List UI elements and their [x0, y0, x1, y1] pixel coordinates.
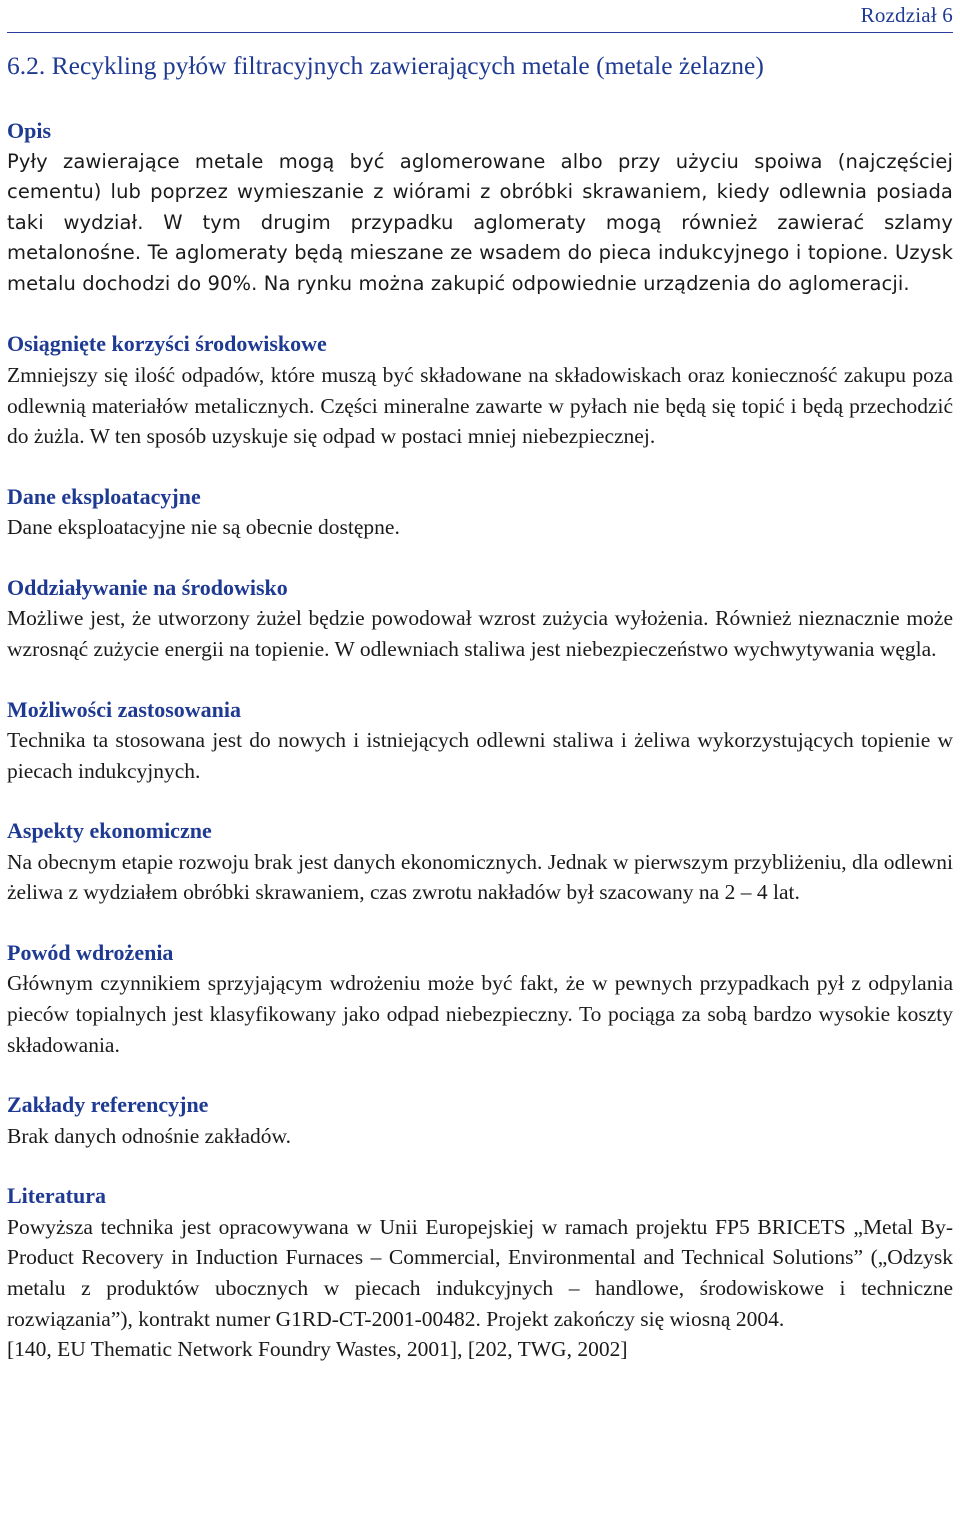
heading-mozliwosci: Możliwości zastosowania — [7, 696, 242, 722]
section-mozliwosci — [7, 695, 953, 787]
section-powod — [7, 938, 953, 1060]
paragraph-aspekty: Na obecnym etapie rozwoju brak jest danych ekonomicznych. Jednak w pierwszym przybliżeniu, dla odlewni żeliwa z wydziałem obróbki skrawaniem, czas zwrotu nakładów był szacowany na 2 – 4 lat. — [7, 849, 953, 905]
paragraph-korzysci: Zmniejszy się ilość odpadów, które muszą być składowane na składowiskach oraz konieczność zakupu poza odlewnią materiałów metalicznych. Części mineralne zawarte w pyłach nie będą się topić i będą przechodzić do żużla. W ten sposób uzyskuje się odpad w postaci mniej niebezpiecznej. — [7, 362, 953, 449]
heading-zaklady: Zakłady referencyjne — [7, 1092, 209, 1118]
paragraph-mozliwosci: Technika ta stosowana jest do nowych i istniejących odlewni staliwa i żeliwa wykorzystujących topienie w piecach indukcyjnych. — [7, 728, 953, 783]
paragraph-oddzialywanie: Możliwe jest, że utworzony żużel będzie powodował wzrost zużycia wyłożenia. Również nieznacznie może wzrosnąć zużycie energii na topienie. W odlewniach staliwa jest niebezpieczeństwo wychwytywania węgla. — [7, 606, 953, 661]
paragraph-literatura: Powyższa technika jest opracowywana w Unii Europejskiej w ramach projektu FP5 BRICETS „Metal By-Product Recovery in Induction Furnaces – Commercial, Environmental and Technical Solutions” („Odzysk metalu z produktów ubocznych w piecach indukcyjnych – handlowe, środowiskowe i techniczne rozwiązania”), kontrakt numer G1RD-CT-2001-00482. Projekt zakończy się wiosną 2004. — [7, 1214, 953, 1331]
section-zaklady — [7, 1090, 953, 1151]
references-line: [140, EU Thematic Network Foundry Wastes, 2001], [202, TWG, 2002] — [7, 1337, 628, 1362]
heading-oddzialywanie: Oddziaływanie na środowisko — [7, 574, 288, 600]
section-title: 6.2. Recykling pyłów filtracyjnych zawierających metale (metale żelazne) — [7, 51, 764, 80]
document-body — [7, 116, 953, 1395]
section-opis — [7, 116, 953, 299]
section-dane — [7, 482, 953, 543]
section-oddzialywanie — [7, 573, 953, 665]
paragraph-powod: Głównym czynnikiem sprzyjającym wdrożeniu może być fakt, że w pewnych przypadkach pył z odpylania pieców topialnych jest klasyfikowany jako odpad niebezpieczny. To pociąga za sobą bardzo wysokie koszty składowania. — [7, 971, 953, 1057]
heading-powod: Powód wdrożenia — [7, 939, 174, 965]
paragraph-dane: Dane eksploatacyjne nie są obecnie dostępne. — [7, 515, 400, 540]
heading-literatura: Literatura — [7, 1183, 106, 1209]
heading-aspekty: Aspekty ekonomiczne — [7, 818, 212, 844]
heading-korzysci: Osiągnięte korzyści środowiskowe — [7, 331, 327, 357]
header-rule — [7, 32, 953, 33]
section-literatura — [7, 1181, 953, 1364]
section-korzysci — [7, 329, 953, 451]
heading-opis: Opis — [7, 118, 52, 143]
chapter-header: Rozdział 6 — [860, 3, 953, 27]
section-aspekty — [7, 816, 953, 908]
heading-dane: Dane eksploatacyjne — [7, 483, 201, 509]
paragraph-zaklady: Brak danych odnośnie zakładów. — [7, 1123, 291, 1148]
paragraph-opis: Pyły zawierające metale mogą być aglomerowane albo przy użyciu spoiwa (najczęściej cementu) lub poprzez wymieszanie z wiórami z obróbki skrawaniem, kiedy odlewnia posiada taki wydział. W tym drugim przypadku aglomeraty mogą również zawierać szlamy metalonośne. Te aglomeraty będą mieszane ze wsadem do pieca indukcyjnego i topione. Uzysk metalu dochodzi do 90%. Na rynku można zakupić odpowiednie urządzenia do aglomeracji. — [7, 149, 953, 295]
